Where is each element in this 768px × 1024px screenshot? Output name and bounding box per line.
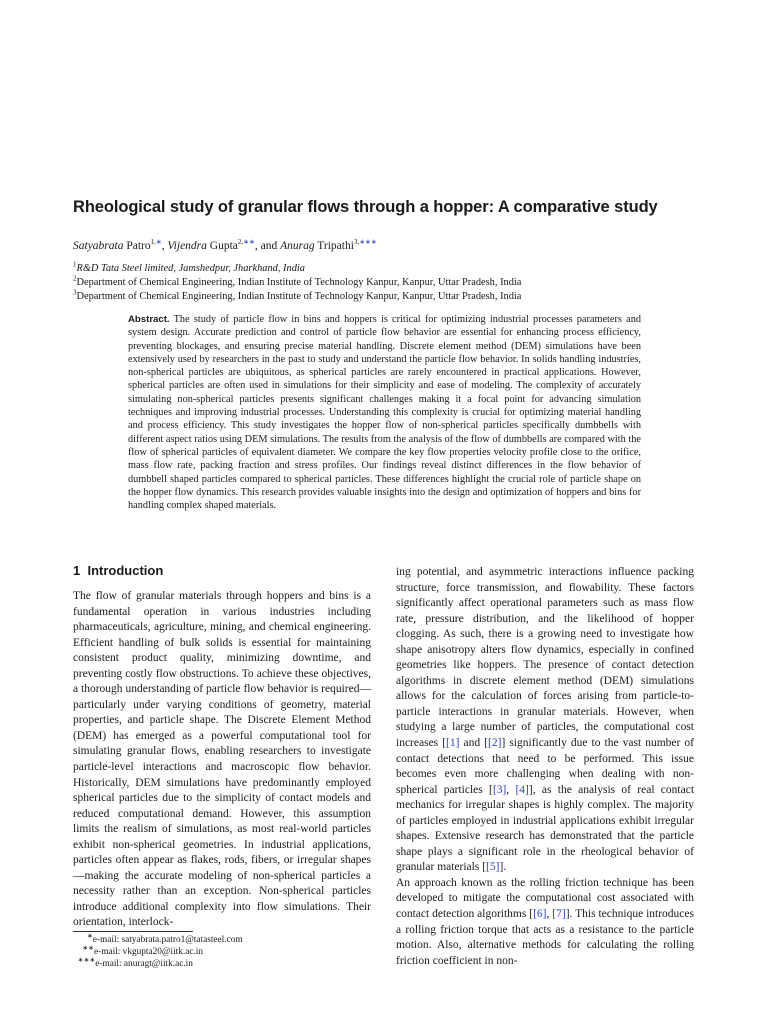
citation-link[interactable]: [4]: [515, 783, 529, 796]
intro-paragraph-cont: ing potential, and asymmetric interactions influence packing structure, force transmission, and flowability. These factors significantly affect operational parameters such as mass flow rate, pressure distribution, and the likelihood of hopper clogging. As such, there is a growing need to investigate how shape anisotropy alters flow dynamics, especially in confined geometries like hoppers. The presence of contact detection algorithms in discrete element method (DEM) simulations allows for the calculation of forces arising from particle-to-particle interactions in granular materials. However, when studying a large number of particles, the computational cost increases [[1] and [[2]] significantly due to the vast number of contact detections that need to be performed. This issue becomes even more challenging when dealing with non-spherical particles [[3], [4]], as the analysis of real contact mechanics for irregular shapes is highly complex. The majority of particles employed in industrial applications exhibit irregular shapes. Extensive research has demonstrated that the particle shape plays a significant role in the rheological behavior of granular materials [[5]].: [396, 566, 695, 874]
affiliation-3: $^3$Department of Chemical Engineering, Indian Institute of Technology Kanpur, Kanpur, Uttar Pradesh, India: [73, 288, 522, 302]
abstract-text: The study of particle flow in bins and hoppers is critical for optimizing industrial processes parameters and system design. Accurate prediction and control of particle flow behavior are essential for enhancing process efficiency, preventing blockages, and ensuring precise material handling. Discrete element method (DEM) simulations have been extensively used by researchers in the past to study and understand the particle flow behavior. In solids handling industries, non-spherical particles are ubiquitous, as spherical particles are rarely encountered in practical applications. However, spherical particles are often used in simulations for their simplicity and ease of modeling. The complexity of accurately simulating non-spherical particles presents significant challenges making it a focal point for advancing simulation techniques and improving industrial processes. Understanding this complexity is crucial for optimizing material handling and process efficiency. This study investigates the hopper flow of non-spherical particles specifically dumbbells with different aspect ratios using DEM simulations. The results from the analysis of the flow of dumbbells are compared with the flow of spherical particles of equivalent diameter. We compare the key flow properties velocity profile close to the orifice, mass flow rate, packing fraction and stress profiles. Our findings reveal distinct differences in the flow behavior of dumbbell shaped particles compared to spherical particles. These differences highlight the crucial role of particle shape on the hopper flow dynamics. This research provides valuable insights into the design and optimization of hoppers and bins for handling complex shaped materials.: [128, 314, 641, 512]
footnotes: [73, 931, 243, 971]
footnote-2: ∗∗e-mail: vkgupta20@iitk.ac.in: [82, 944, 204, 958]
footnote-1: ∗e-mail: satyabrata.patro1@tatasteel.com: [86, 931, 243, 945]
abstract-label: Abstract.: [128, 314, 170, 325]
author-1: Satyabrata Patro$^{1,∗}$: [73, 238, 162, 252]
abstract: [128, 313, 641, 512]
citation-link[interactable]: [5]: [486, 861, 500, 874]
citation-link[interactable]: [2]: [488, 737, 502, 750]
footnote-3: ∗∗∗e-mail: anuragt@iitk.ac.in: [77, 956, 193, 970]
citation-link[interactable]: [7]: [552, 908, 566, 921]
citation-link[interactable]: [3]: [492, 783, 507, 796]
affiliation-2: $^2$Department of Chemical Engineering, Indian Institute of Technology Kanpur, Kanpur, Uttar Pradesh, India: [73, 274, 522, 288]
citation-link[interactable]: [6]: [533, 908, 547, 921]
author-3: Anurag Tripathi$^{3,∗∗∗}$: [280, 238, 377, 252]
author-list: Satyabrata Patro$^{1,∗}$, Vijendra Gupta$^{2,∗∗}$, and Anurag Tripathi$^{3,∗∗∗}$: [73, 238, 377, 252]
column-right: [396, 565, 694, 969]
column-left: [73, 589, 371, 931]
affiliation-1: $^1$R&D Tata Steel limited, Jamshedpur, Jharkhand, India: [73, 260, 305, 274]
citation-link[interactable]: [1]: [446, 737, 460, 750]
author-2: Vijendra Gupta$^{2,∗∗}$: [167, 238, 255, 252]
intro-paragraph: The flow of granular materials through hoppers and bins is a fundamental operation in various industries including pharmaceuticals, agriculture, mining, and chemical engineering. Efficient handling of bulk solids is essential for maintaining consistent product quality, minimizing downtime, and preventing costly flow obstructions. To achieve these objectives, a thorough understanding of particle flow behavior is required—particularly under varying conditions of geometry, material properties, and particle shape. The Discrete Element Method (DEM) has emerged as a powerful computational tool for simulating granular flows, enabling researchers to investigate particle-level interactions and macroscopic flow behavior. Historically, DEM simulations have predominantly employed spherical particles due to the simplicity of contact models and reduced computational demand. However, this assumption limits the realism of simulations, as most real-world particles exhibit non-spherical geometries. In industrial applications, particles often appear as flakes, rods, fibers, or irregular shapes—making the accurate modeling of non-spherical particles a necessity rather than an exception. Non-spherical particles introduce additional complexity into flow simulations. Their orientation, interlock-: [73, 590, 371, 929]
rolling-friction-paragraph: An approach known as the rolling friction technique has been developed to mitigate the computational cost associated with contact detection algorithms [[6], [7]]. This technique introduces a rolling friction torque that acts as a resistance to the particle motion. Also, alternative methods for calculating the rolling friction coefficient in non-: [396, 876, 694, 967]
section-heading: 1 Introduction: [73, 563, 164, 578]
paper-title: Rheological study of granular flows through a hopper: A comparative study: [73, 198, 658, 216]
